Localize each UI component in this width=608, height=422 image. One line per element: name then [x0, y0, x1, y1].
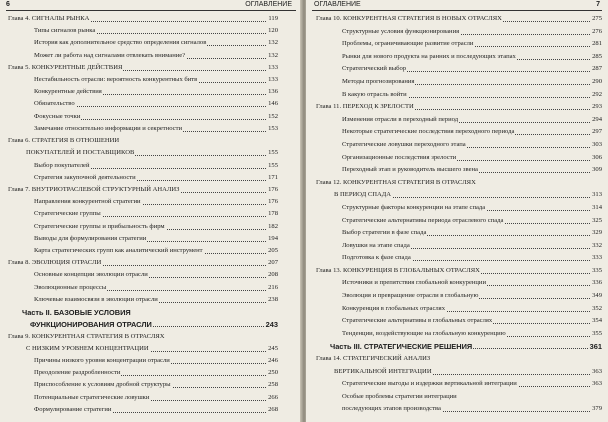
toc-section-entry	[34, 271, 278, 280]
entry-title: В какую отрасль войти	[342, 90, 407, 98]
entry-page-number: 171	[268, 173, 278, 181]
entry-title: ПОКУПАТЕЛЕЙ И ПОСТАВЩИКОВ	[26, 149, 135, 157]
entry-title: Типы сигналов рынка	[34, 27, 96, 35]
toc-chapter-entry	[334, 368, 602, 377]
toc-section-entry	[34, 100, 278, 109]
entry-title: Ловушки на этапе спада	[342, 241, 410, 249]
toc-section-entry	[342, 28, 602, 37]
toc-chapter-entry	[316, 15, 602, 24]
entry-title: Фокусные точки	[34, 112, 81, 120]
entry-page-number: 133	[268, 63, 278, 71]
entry-title: Стратегические группы	[34, 210, 101, 218]
entry-page-number: 250	[268, 369, 278, 377]
entry-page-number: 132	[268, 39, 278, 47]
toc-section-entry	[34, 381, 278, 390]
entry-page-number: 335	[592, 266, 602, 274]
entry-page-number: 294	[592, 115, 602, 123]
entry-title: Карта стратегических групп как аналитический инструмент	[34, 247, 203, 255]
entry-page-number: 194	[268, 234, 278, 242]
entry-page-number: 207	[268, 259, 278, 267]
toc-part-entry	[330, 342, 602, 351]
entry-title: Организационные последствия зрелости	[342, 153, 457, 161]
toc-section-entry	[342, 128, 602, 137]
toc-section-entry	[34, 174, 278, 183]
entry-title: Методы прогнозирования	[342, 77, 415, 85]
entry-title: Глава 14. СТРАТЕГИЧЕСКИЙ АНАЛИЗ	[316, 355, 431, 363]
toc-section-entry	[34, 198, 278, 207]
entry-page-number: 155	[268, 149, 278, 157]
entry-page-number: 292	[592, 90, 602, 98]
entry-page-number: 268	[268, 405, 278, 413]
toc-section-entry	[342, 305, 602, 314]
entry-title: Структурные факторы конкуренции на этапе спада	[342, 203, 486, 211]
entry-page-number: 314	[592, 203, 602, 211]
entry-title: Преодоление раздробленности	[34, 369, 121, 377]
entry-title: Глава 4. СИГНАЛЫ РЫНКА	[8, 15, 90, 22]
toc-section-entry	[34, 76, 278, 85]
entry-title: Глава 6. СТРАТЕГИЯ В ОТНОШЕНИИ	[8, 137, 120, 145]
toc-section-entry	[34, 113, 278, 122]
entry-page-number: 152	[268, 112, 278, 120]
entry-page-number: 329	[592, 229, 602, 237]
entry-title: Структурные условия функционирования	[342, 27, 460, 35]
entry-title: Основные концепции эволюции отрасли	[34, 271, 148, 279]
toc-section-entry	[34, 223, 278, 232]
toc-section-entry	[34, 296, 278, 305]
entry-page-number: 297	[592, 128, 602, 136]
entry-page-number: 332	[592, 241, 602, 249]
entry-title: Конкурентные действия	[34, 88, 102, 96]
entry-page-number: 275	[592, 15, 602, 22]
entry-title: Некоторые стратегические последствия переходного периода	[342, 128, 515, 136]
entry-page-number: 119	[268, 15, 278, 22]
entry-title: Глава 13. КОНКУРЕНЦИЯ В ГЛОБАЛЬНЫХ ОТРАСЛЯХ	[316, 266, 480, 274]
entry-title: Стратегические ловушки переходного этапа	[342, 140, 466, 148]
entry-page-number: 243	[265, 320, 278, 330]
entry-title: Замечание относительно информации и секретности	[34, 124, 183, 132]
toc-chapter-entry	[316, 267, 602, 276]
toc-section-entry	[342, 405, 602, 414]
toc-section-entry	[34, 210, 278, 219]
entry-title: История как дополнительное средство определения сигналов	[34, 39, 207, 47]
entry-page-number: 153	[268, 124, 278, 132]
toc-section-entry	[34, 162, 278, 171]
entry-title: Может ли работа над сигналами отвлекать внимание?	[34, 51, 186, 59]
entry-page-number: 303	[592, 140, 602, 148]
entry-title: Переходный этап и руководитель высшего звена	[342, 166, 478, 174]
entry-page-number: 336	[592, 279, 602, 287]
entry-page-number: 176	[268, 185, 278, 193]
entry-title: Ключевые взаимосвязи в эволюции отрасли	[34, 295, 158, 303]
entry-title: Стратегические группы и прибыльность фирм	[34, 222, 165, 230]
toc-section-entry	[34, 406, 278, 415]
toc-section-entry	[34, 394, 278, 403]
toc-section-entry	[34, 27, 278, 36]
entry-title: Глава 12. КОНКУРЕНТНАЯ СТРАТЕГИЯ В ОТРАСЛЯХ	[316, 178, 476, 186]
right-page	[306, 0, 608, 422]
entry-title: Стратегический выбор	[342, 65, 407, 73]
entry-page-number: 120	[268, 27, 278, 35]
toc-section-entry	[342, 217, 602, 226]
running-header: ОГЛАВЛЕНИЕ	[245, 1, 292, 8]
toc-chapter-entry	[8, 259, 278, 268]
toc-section-entry	[342, 53, 602, 62]
toc-section-entry	[34, 52, 278, 61]
left-page	[0, 0, 302, 422]
toc-section-entry	[342, 40, 602, 49]
entry-title: Глава 5. КОНКУРЕНТНЫЕ ДЕЙСТВИЯ	[8, 63, 123, 71]
entry-page-number: 355	[592, 329, 602, 337]
entry-page-number: 290	[592, 77, 602, 85]
toc-section-entry	[34, 39, 278, 48]
toc-chapter-entry	[8, 333, 278, 342]
toc-section-entry	[342, 380, 602, 389]
entry-page-number: 363	[592, 380, 602, 388]
toc-section-entry	[342, 78, 602, 87]
entry-title: Обязательство	[34, 100, 75, 108]
toc-chapter-entry	[8, 137, 278, 146]
toc-section-entry	[342, 279, 602, 288]
toc-section-entry	[342, 242, 602, 251]
toc-section-entry	[34, 125, 278, 134]
entry-page-number: 182	[268, 222, 278, 230]
entry-title: Изменения отрасли в переходный период	[342, 115, 459, 123]
entry-page-number: 136	[268, 88, 278, 96]
entry-title: Глава 8. ЭВОЛЮЦИЯ ОТРАСЛИ	[8, 259, 102, 267]
entry-page-number: 379	[592, 405, 602, 413]
entry-page-number: 146	[268, 100, 278, 108]
entry-title: ФУНКЦИОНИРОВАНИЯ ОТРАСЛИ	[30, 320, 152, 330]
toc-section-entry	[34, 235, 278, 244]
entry-page-number: 176	[268, 198, 278, 206]
entry-title: Конкуренция в глобальных отраслях	[342, 304, 445, 312]
entry-title: Глава 10. КОНКУРЕНТНАЯ СТРАТЕГИЯ В НОВЫХ ОТРАСЛЯХ	[316, 15, 502, 22]
page-number: 7	[596, 1, 600, 8]
entry-page-number: 354	[592, 317, 602, 325]
toc-chapter-entry	[8, 15, 278, 24]
toc-part-entry	[30, 320, 278, 329]
toc-section-entry	[34, 247, 278, 256]
entry-title: Часть III. СТРАТЕГИЧЕСКИЕ РЕШЕНИЯ	[330, 342, 473, 352]
entry-title: Стратегические альтернативы в глобальных отраслях	[342, 317, 493, 325]
entry-title: Глава 9. КОНКУРЕНТНАЯ СТРАТЕГИЯ В ОТРАСЛЯХ	[8, 332, 165, 340]
entry-title: С НИЗКИМ УРОВНЕМ КОНЦЕНТРАЦИИ	[26, 344, 149, 352]
entry-title: Глава 11. ПЕРЕХОД К ЗРЕЛОСТИ	[316, 103, 414, 111]
toc-section-entry	[342, 166, 602, 175]
entry-page-number: 276	[592, 27, 602, 35]
entry-page-number: 245	[268, 344, 278, 352]
entry-page-number: 293	[592, 103, 602, 111]
entry-title: Эволюционные процессы	[34, 283, 107, 291]
entry-page-number: 352	[592, 304, 602, 312]
entry-page-number: 361	[589, 342, 602, 352]
entry-page-number: 266	[268, 393, 278, 401]
entry-page-number: 238	[268, 295, 278, 303]
entry-title: последующих этапов производства	[342, 405, 441, 413]
entry-title: Стратегия закупочной деятельности	[34, 173, 136, 181]
entry-page-number: 216	[268, 283, 278, 291]
toc-section-entry	[342, 393, 602, 402]
entry-title: Выбор покупателей	[34, 161, 90, 169]
entry-page-number: 306	[592, 153, 602, 161]
header-rule	[6, 10, 296, 11]
entry-page-number: 258	[268, 381, 278, 389]
entry-title: Выводы для формулирования стратегии	[34, 234, 147, 242]
toc-chapter-entry	[316, 179, 602, 188]
toc-section-entry	[34, 284, 278, 293]
entry-title: Направления конкурентной стратегии	[34, 198, 141, 206]
entry-title: Нестабильность отрасли: вероятность конкурентных битв	[34, 76, 198, 84]
toc-chapter-entry	[26, 345, 278, 354]
toc-chapter-entry	[26, 149, 278, 158]
running-header: ОГЛАВЛЕНИЕ	[314, 1, 361, 8]
entry-page-number: 325	[592, 216, 602, 224]
entry-page-number: 208	[268, 271, 278, 279]
entry-title: Проблемы, ограничивающие развитие отрасли	[342, 40, 474, 48]
toc-section-entry	[34, 88, 278, 97]
entry-title: Источники и препятствия глобальной конкуренции	[342, 279, 486, 287]
entry-page-number: 281	[592, 40, 602, 48]
entry-title: Потенциальные стратегические ловушки	[34, 393, 150, 401]
entry-page-number: 285	[592, 52, 602, 60]
header-rule	[312, 10, 602, 11]
entry-title: Формулирование стратегии	[34, 405, 112, 413]
entry-title: Выбор стратегии в фазе спада	[342, 229, 427, 237]
toc-section-entry	[342, 229, 602, 238]
entry-page-number: 287	[592, 65, 602, 73]
toc-section-entry	[34, 357, 278, 366]
entry-title: Подготовка к фазе спада	[342, 254, 411, 262]
toc-section-entry	[34, 369, 278, 378]
toc-part-entry	[22, 308, 278, 317]
page-number: 6	[6, 1, 10, 8]
entry-page-number: 349	[592, 292, 602, 300]
entry-title: Особые проблемы стратегии интеграции	[342, 392, 457, 400]
entry-title: Эволюция и превращение отрасли в глобальную	[342, 292, 479, 300]
entry-page-number: 309	[592, 166, 602, 174]
toc-chapter-entry	[334, 191, 602, 200]
entry-title: Приспособление к условиям дробной структуры	[34, 381, 171, 389]
toc-section-entry	[342, 292, 602, 301]
entry-page-number: 363	[592, 367, 602, 375]
entry-page-number: 246	[268, 356, 278, 364]
entry-page-number: 313	[592, 191, 602, 199]
toc-section-entry	[342, 254, 602, 263]
toc-chapter-entry	[8, 186, 278, 195]
toc-chapter-entry	[316, 355, 602, 364]
entry-title: В ПЕРИОД СПАДА	[334, 191, 392, 199]
toc-section-entry	[342, 330, 602, 339]
entry-title: Стратегические выгоды и издержки вертикальной интеграции	[342, 380, 517, 388]
entry-page-number: 178	[268, 210, 278, 218]
entry-page-number: 133	[268, 76, 278, 84]
entry-title: Глава 7. ВНУТРИОТРАСЛЕВОЙ СТРУКТУРНЫЙ АНАЛИЗ	[8, 185, 180, 193]
entry-title: Рынки для нового продукта на ранних и последующих этапах	[342, 52, 516, 60]
entry-title: ВЕРТИКАЛЬНОЙ ИНТЕГРАЦИИ	[334, 367, 432, 375]
toc-section-entry	[342, 154, 602, 163]
entry-page-number: 333	[592, 254, 602, 262]
entry-page-number: 132	[268, 51, 278, 59]
entry-title: Причины низкого уровня концентрации отрасли	[34, 356, 170, 364]
toc-section-entry	[342, 116, 602, 125]
toc-section-entry	[342, 65, 602, 74]
toc-chapter-entry	[316, 103, 602, 112]
toc-section-entry	[342, 141, 602, 150]
toc-section-entry	[342, 91, 602, 100]
entry-page-number: 205	[268, 247, 278, 255]
toc-chapter-entry	[8, 64, 278, 73]
entry-title: Стратегические альтернативы периода отраслевого спада	[342, 216, 504, 224]
toc-section-entry	[342, 317, 602, 326]
toc-section-entry	[342, 204, 602, 213]
entry-title: Тенденции, воздействующие на глобальную конкуренцию	[342, 329, 506, 337]
entry-title: Часть II. БАЗОВЫЕ УСЛОВИЯ	[22, 308, 131, 318]
entry-page-number: 155	[268, 161, 278, 169]
